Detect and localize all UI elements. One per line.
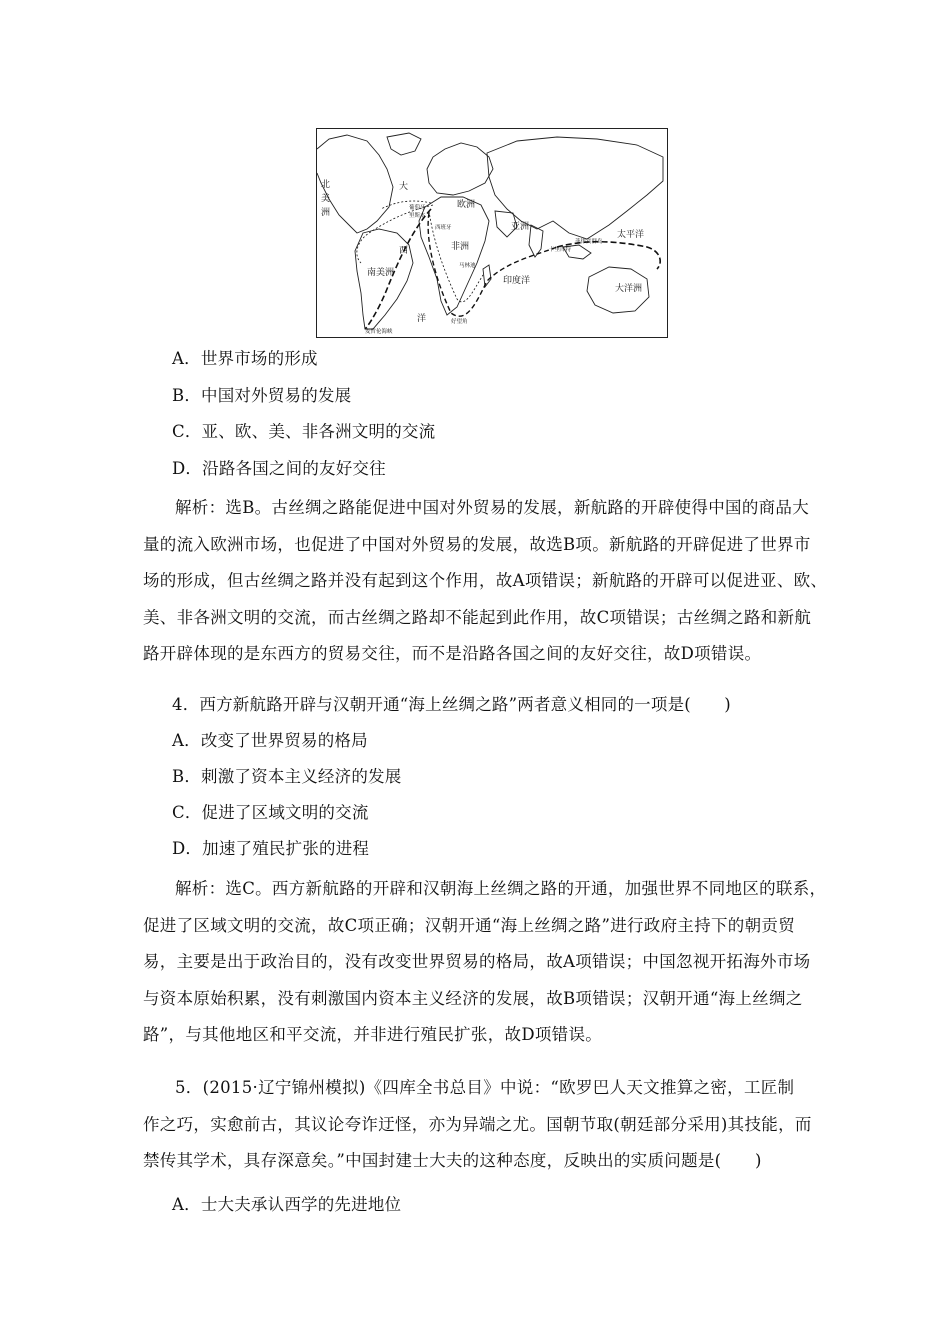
q4-analysis-line: 路”，与其他地区和平交流，并非进行殖民扩张，故D项错误。 — [143, 1025, 603, 1044]
q3-analysis-line: 美、非各洲文明的交流，而古丝绸之路却不能起到此作用，故C项错误；古丝绸之路和新航 — [143, 608, 812, 627]
q4-option-a: A．改变了世界贸易的格局 — [172, 731, 368, 750]
q4-option-d: D．加速了殖民扩张的进程 — [172, 839, 370, 858]
label-madagascar: 马林迪 — [459, 263, 476, 269]
q3-option-b: B．中国对外贸易的发展 — [172, 386, 352, 405]
q4-analysis-line: 易，主要是出于政治目的，没有改变世界贸易的格局，故A项错误；中国忽视开拓海外市场 — [143, 952, 811, 971]
q3-option-c: C．亚、欧、美、非各洲文明的交流 — [172, 422, 436, 441]
greenland-outline — [387, 133, 421, 155]
label-africa: 非洲 — [451, 242, 470, 252]
label-pacific: 太平洋 — [617, 230, 645, 240]
q3-analysis-line: 场的形成，但古丝绸之路并没有起到这个作用，故A项错误；新航路的开辟可以促进亚、欧、 — [143, 571, 828, 590]
world-map-new-sea-routes — [316, 128, 668, 338]
label-lisbon: 里斯本 — [409, 213, 426, 219]
label-cape: 好望角 — [451, 319, 468, 325]
label-spain: 西班牙 — [435, 225, 452, 231]
q5-stem-line: 作之巧，实愈前古，其议论夸诈迂怪，亦为异端之尤。国朝节取(朝廷部分采用)其技能，而 — [143, 1115, 812, 1134]
q4-option-b: B．刺激了资本主义经济的发展 — [172, 767, 402, 786]
label-atlantic-yang: 洋 — [417, 314, 427, 324]
q3-option-d: D．沿路各国之间的友好交往 — [172, 459, 386, 478]
q4-option-c: C．促进了区域文明的交流 — [172, 803, 369, 822]
label-atlantic-xi: 西 — [399, 246, 409, 256]
q4-analysis-line: 与资本原始积累，没有刺激国内资本主义经济的发展，故B项错误；汉朝开通“海上丝绸之 — [143, 989, 803, 1008]
q3-option-a: A．世界市场的形成 — [172, 349, 318, 368]
q4-analysis-line: 解析：选C。西方新航路的开辟和汉朝海上丝绸之路的开通，加强世界不同地区的联系， — [175, 879, 827, 898]
label-calicut: 卡里库特 — [549, 247, 572, 253]
madagascar-outline — [483, 265, 491, 287]
q3-analysis-line: 解析：选B。古丝绸之路能促进中国对外贸易的发展，新航路的开辟使得中国的商品大 — [175, 498, 810, 517]
label-oceania: 大洋洲 — [615, 284, 643, 294]
label-portugal: 葡萄牙 — [409, 205, 426, 211]
label-asia: 亚洲 — [511, 222, 530, 232]
q5-option-a: A．士大夫承认西学的先进地位 — [172, 1195, 402, 1214]
europe-outline — [427, 143, 493, 195]
label-north-america-1: 北 — [321, 180, 331, 190]
q4-stem: 4．西方新航路开辟与汉朝开通“海上丝绸之路”两者意义相同的一项是( ) — [172, 695, 731, 714]
label-north-america-2: 美 — [321, 194, 331, 204]
q4-analysis-line: 促进了区域文明的交流，故C项正确；汉朝开通“海上丝绸之路”进行政府主持下的朝贡贸 — [143, 916, 795, 935]
south-america-outline — [355, 229, 413, 329]
q5-stem-line: 禁传其学术，具存深意矣。”中国封建士大夫的这种态度，反映出的实质问题是( ) — [143, 1151, 762, 1170]
label-europe: 欧洲 — [457, 200, 476, 210]
q5-stem-line: 5．(2015·辽宁锦州模拟)《四库全书总目》中说：“欧罗巴人天文推算之密，工匠制 — [175, 1078, 795, 1097]
label-philippines: 菲律宾群岛 — [575, 239, 603, 245]
q3-analysis-line: 量的流入欧洲市场，也促进了中国对外贸易的发展，故选B项。新航路的开辟促进了世界市 — [143, 535, 811, 554]
map-labels — [321, 178, 644, 335]
label-south-america: 南美洲 — [367, 268, 395, 278]
label-north-america-3: 洲 — [321, 208, 331, 218]
label-atlantic-da: 大 — [399, 182, 409, 192]
label-india-ocean: 印度洋 — [503, 276, 531, 286]
label-magellan: 麦哲伦海峡 — [365, 329, 393, 335]
q3-analysis-line: 路开辟体现的是东西方的贸易交往，而不是沿路各国之间的友好交往，故D项错误。 — [143, 644, 762, 663]
